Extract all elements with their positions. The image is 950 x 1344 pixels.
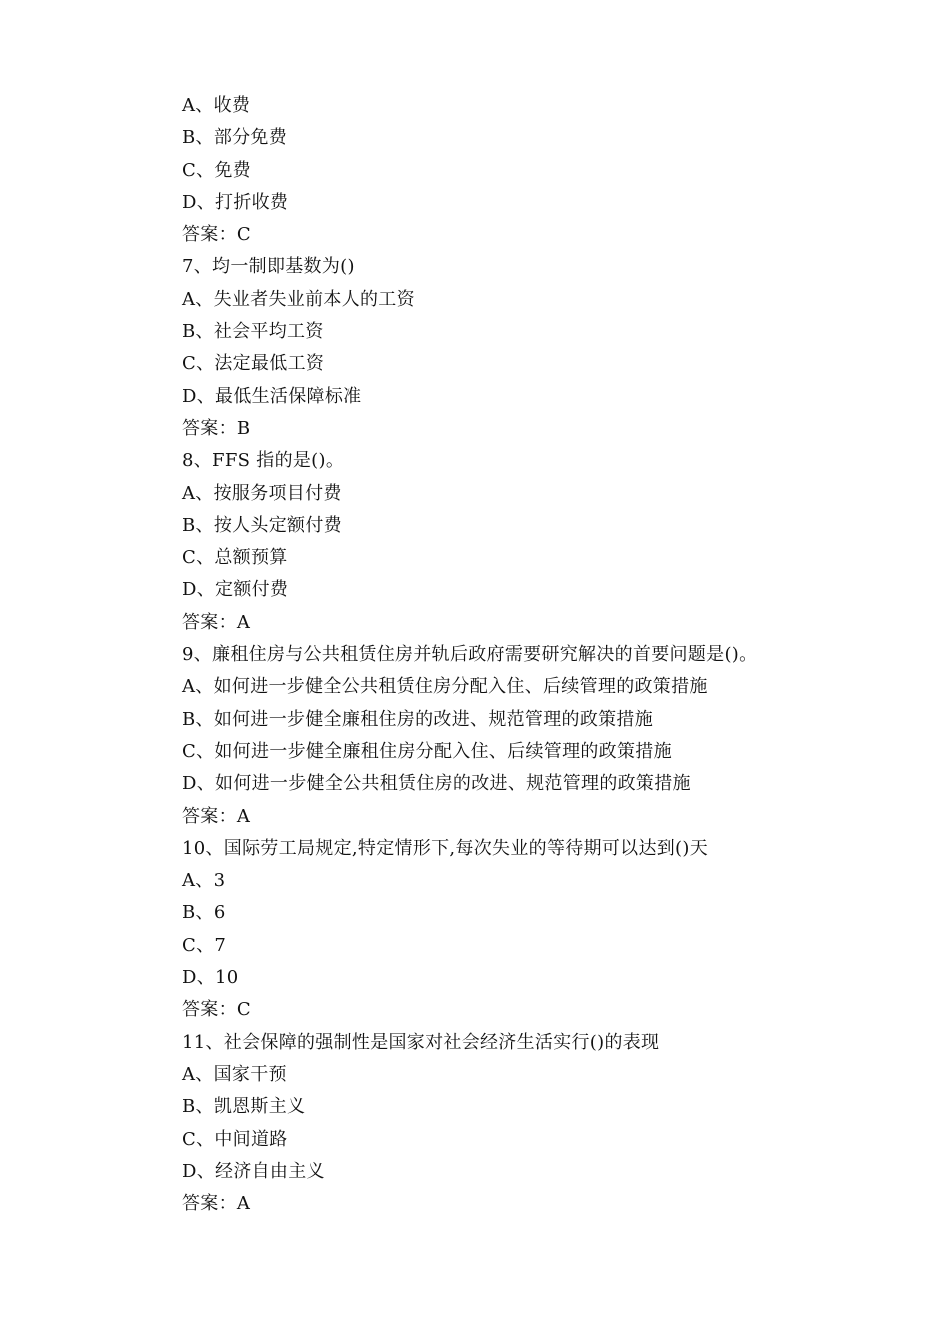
option-a: A、按服务项目付费 (182, 482, 342, 504)
option-a: A、3 (182, 870, 226, 892)
option-b: B、按人头定额付费 (182, 514, 342, 536)
option-b: B、凯恩斯主义 (182, 1096, 306, 1118)
option-b: B、6 (182, 902, 226, 924)
option-c: C、7 (182, 934, 227, 956)
answer-line: 答案：A (182, 1193, 251, 1215)
option-b: B、社会平均工资 (182, 321, 324, 343)
answer-line: 答案：A (182, 805, 251, 827)
option-b: B、部分免费 (182, 127, 288, 149)
option-b: B、如何进一步健全廉租住房的改进、规范管理的政策措施 (182, 708, 654, 730)
question-8: 8、FFS 指的是()。 (182, 450, 345, 472)
option-c: C、如何进一步健全廉租住房分配入住、后续管理的政策措施 (182, 740, 672, 762)
question-7: 7、均一制即基数为() (182, 256, 355, 278)
option-c: C、法定最低工资 (182, 353, 325, 375)
question-list (182, 90, 922, 1220)
option-d: D、最低生活保障标准 (182, 385, 362, 407)
option-c: C、免费 (182, 159, 251, 181)
option-a: A、国家干预 (182, 1063, 287, 1085)
question-9: 9、廉租住房与公共租赁住房并轨后政府需要研究解决的首要问题是()。 (182, 644, 758, 666)
option-a: A、失业者失业前本人的工资 (182, 288, 415, 310)
answer-line: 答案：C (182, 224, 251, 246)
question-10: 10、国际劳工局规定,特定情形下,每次失业的等待期可以达到()天 (182, 837, 708, 859)
option-a: A、收费 (182, 95, 251, 116)
option-d: D、打折收费 (182, 191, 289, 213)
option-a: A、如何进一步健全公共租赁住房分配入住、后续管理的政策措施 (182, 676, 708, 698)
option-d: D、经济自由主义 (182, 1160, 325, 1182)
option-d: D、定额付费 (182, 579, 289, 601)
answer-line: 答案：C (182, 999, 251, 1021)
answer-line: 答案：B (182, 417, 251, 439)
option-d: D、10 (182, 967, 239, 989)
option-c: C、总额预算 (182, 547, 288, 569)
option-d: D、如何进一步健全公共租赁住房的改进、规范管理的政策措施 (182, 773, 691, 795)
answer-line: 答案：A (182, 611, 251, 633)
option-c: C、中间道路 (182, 1128, 288, 1150)
question-11: 11、社会保障的强制性是国家对社会经济生活实行()的表现 (182, 1031, 660, 1053)
